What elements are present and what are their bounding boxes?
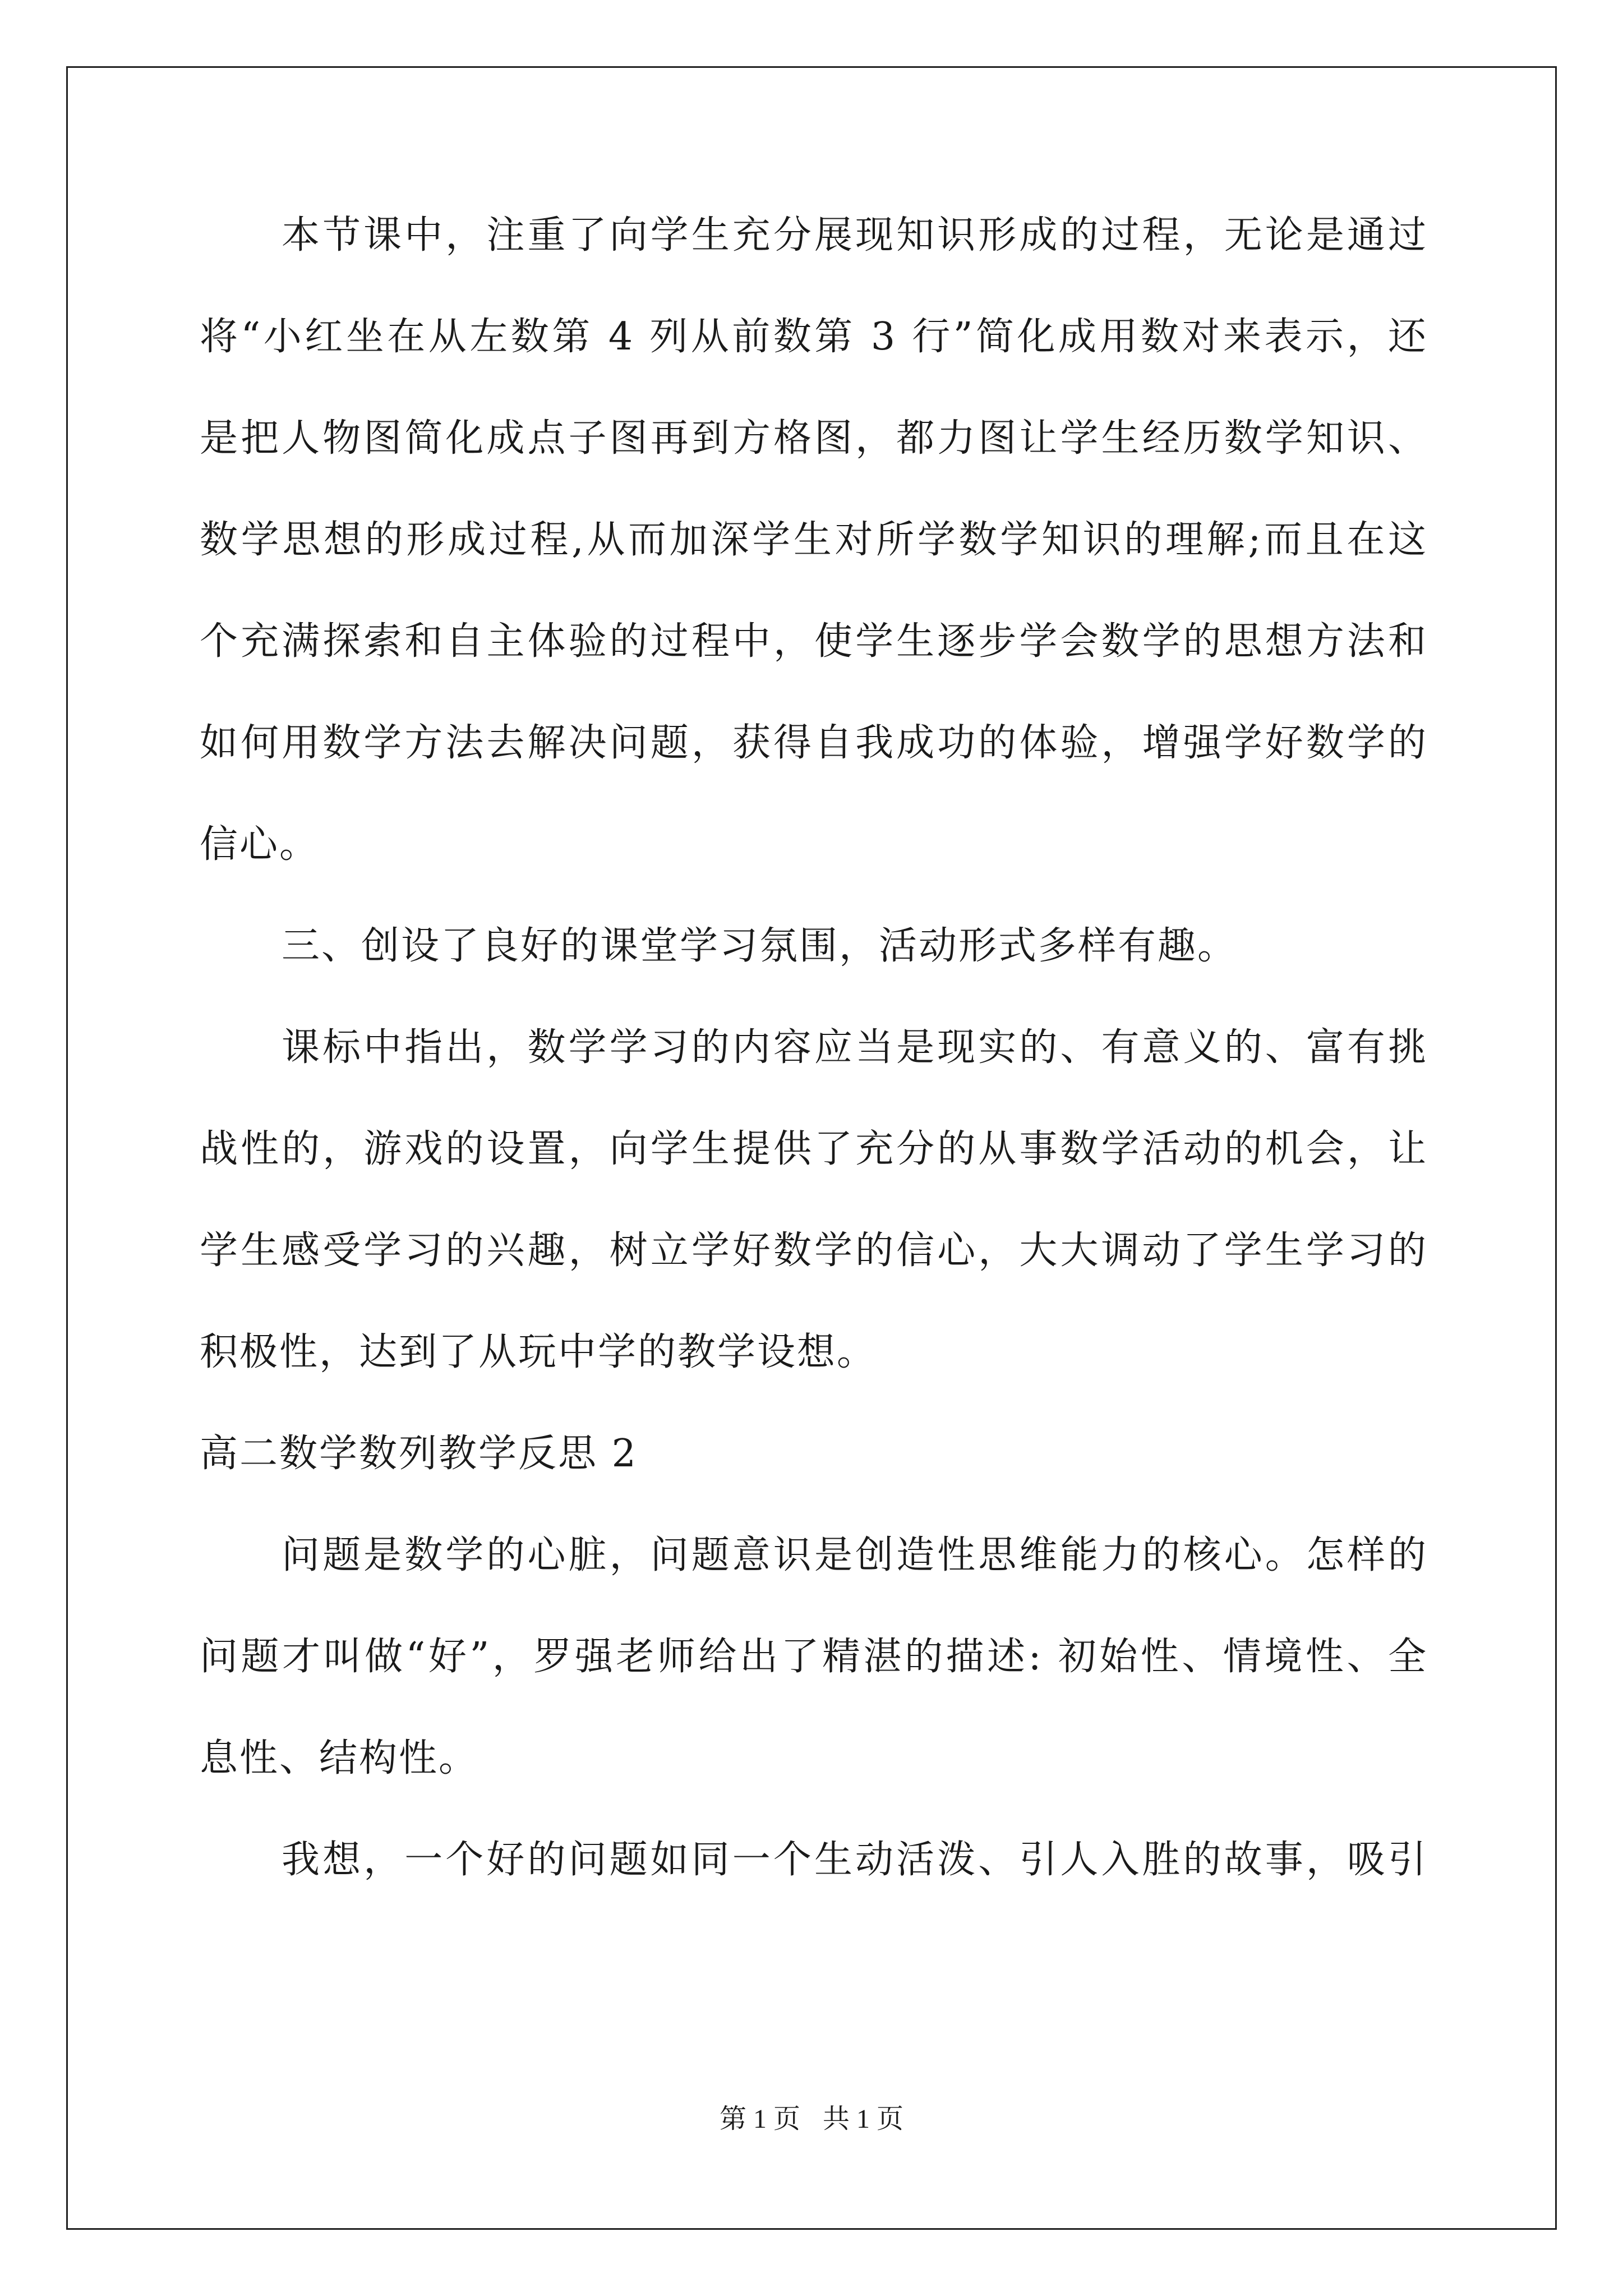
text-line: 学生感受学习的兴趣，树立学好数学的信心，大大调动了学生学习的 [200, 1228, 1428, 1273]
text-line: 是把人物图简化成点子图再到方格图，都力图让学生经历数学知识、 [200, 416, 1428, 461]
text-line: 将“小红坐在从左数第 4 列从前数第 3 行”简化成用数对来表示，还 [200, 315, 1428, 359]
section-heading-line: 三、创设了良好的课堂学习氛围，活动形式多样有趣。 [282, 924, 1238, 968]
text-line: 息性、结构性。 [200, 1736, 479, 1780]
text-line: 我想，一个好的问题如同一个生动活泼、引人入胜的故事，吸引 [282, 1838, 1428, 1882]
text-line: 积极性，达到了从玩中学的教学设想。 [200, 1330, 877, 1374]
text-line: 问题才叫做“好”，罗强老师给出了精湛的描述: 初始性、情境性、全 [200, 1635, 1428, 1679]
page-number: 第 1 页 [719, 2104, 800, 2134]
text-line: 数学思想的形成过程,从而加深学生对所学数学知识的理解;而且在这 [200, 518, 1428, 562]
document-heading: 高二数学数列教学反思 2 [200, 1432, 638, 1476]
text-line: 问题是数学的心脏，问题意识是创造性思维能力的核心。怎样的 [282, 1533, 1428, 1577]
page-total: 共 1 页 [823, 2104, 904, 2134]
document-body [200, 208, 1428, 1934]
text-line: 如何用数学方法去解决问题，获得自我成功的体验，增强学好数学的 [200, 721, 1428, 765]
text-line: 课标中指出，数学学习的内容应当是现实的、有意义的、富有挑 [282, 1025, 1428, 1070]
text-line: 本节课中，注重了向学生充分展现知识形成的过程，无论是通过 [282, 213, 1428, 257]
text-line: 信心。 [200, 822, 320, 867]
text-line: 个充满探索和自主体验的过程中，使学生逐步学会数学的思想方法和 [200, 619, 1428, 664]
page-footer [0, 2097, 1623, 2136]
text-line: 战性的，游戏的设置，向学生提供了充分的从事数学活动的机会，让 [200, 1127, 1428, 1171]
